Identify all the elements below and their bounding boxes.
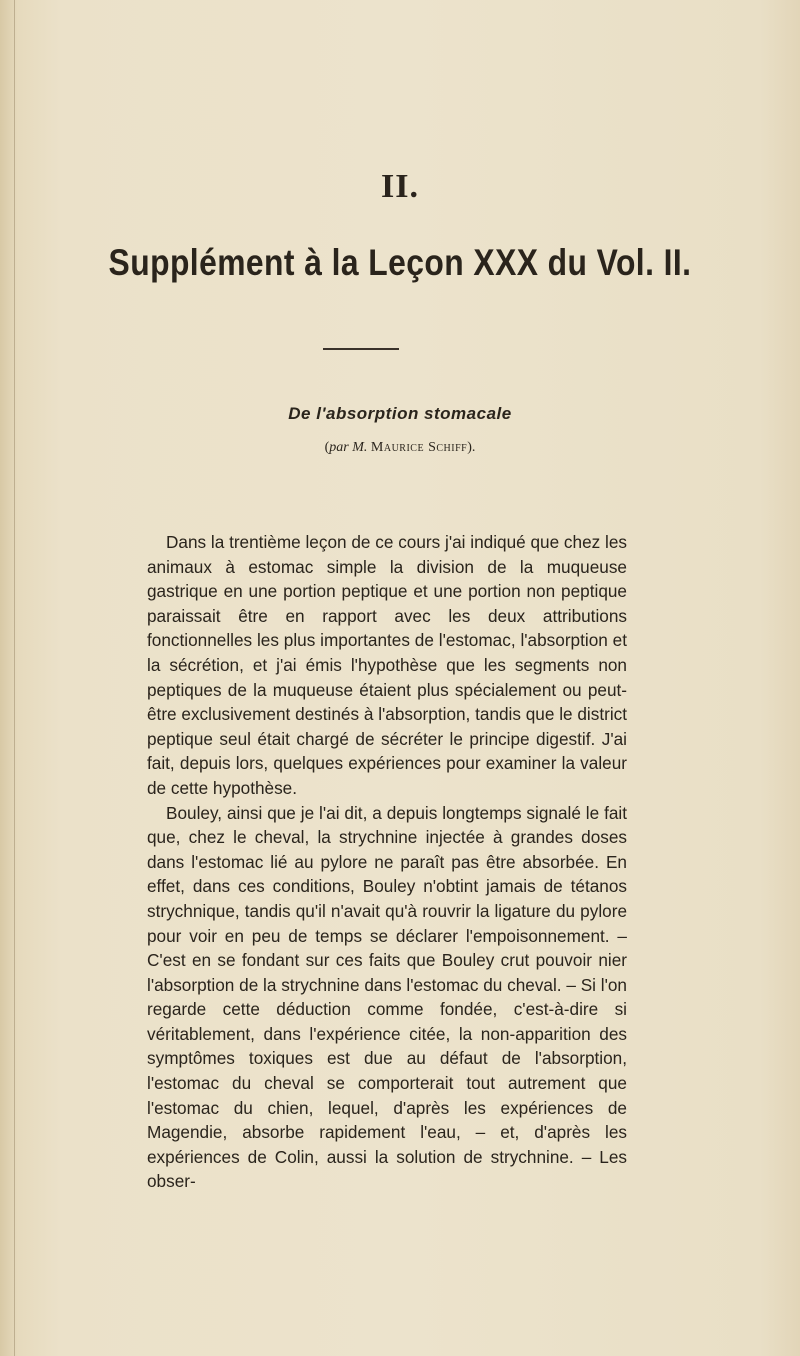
section-number: II. bbox=[381, 168, 419, 205]
body-text bbox=[147, 530, 627, 1194]
subtitle: De l'absorption stomacale bbox=[288, 404, 512, 423]
byline-prefix: par M. bbox=[329, 440, 368, 455]
paragraph: Bouley, ainsi que je l'ai dit, a depuis longtemps signalé le fait que, chez le cheval, la strychnine injectée à grandes doses dans l'estomac lié au pylore ne paraît pas être absorbée. En effet, dans ces conditions, Bouley n'obtint jamais de tétanos strychnique, tandis qu'il n'avait qu'à rouvrir la ligature du pylore pour voir en peu de temps se déclarer l'empoisonnement. – C'est en se fondant sur ces faits que Bouley crut pouvoir nier l'absorption de la strychnine dans l'estomac du cheval. – Si l'on regarde cette déduction comme fondée, c'est-à-dire si véritablement, dans l'expérience citée, la non-apparition des symptômes toxiques est due au défaut de l'absorption, l'estomac du cheval se comporterait tout autrement que l'estomac du chien, lequel, d'après les expériences de Magendie, absorbe rapidement l'eau, – et, d'après les expériences de Colin, aussi la solution de strychnine. – Les obser- bbox=[147, 802, 627, 1192]
page-title: Supplément à la Leçon XXX du Vol. II. bbox=[108, 242, 692, 283]
paragraph: Dans la trentième leçon de ce cours j'ai indiqué que chez les animaux à estomac simple la division de la muqueuse gastrique en une portion peptique et une portion non peptique paraissait être en rapport avec les deux attributions fonctionnelles les plus importantes de l'estomac, l'absorption et la sécrétion, et j'ai émis l'hypothèse que les segments non peptiques de la muqueuse étaient plus spécialement ou peut-être exclusivement destinés à l'absorption, tandis que le district peptique seul était chargé de sécréter le principe digestif. J'ai fait, depuis lors, quelques expériences pour examiner la valeur de cette hypothèse. bbox=[147, 532, 628, 798]
byline-author: Maurice Schiff bbox=[370, 440, 468, 455]
byline: (par M. Maurice Schiff). bbox=[324, 440, 476, 455]
title-divider bbox=[323, 348, 399, 350]
